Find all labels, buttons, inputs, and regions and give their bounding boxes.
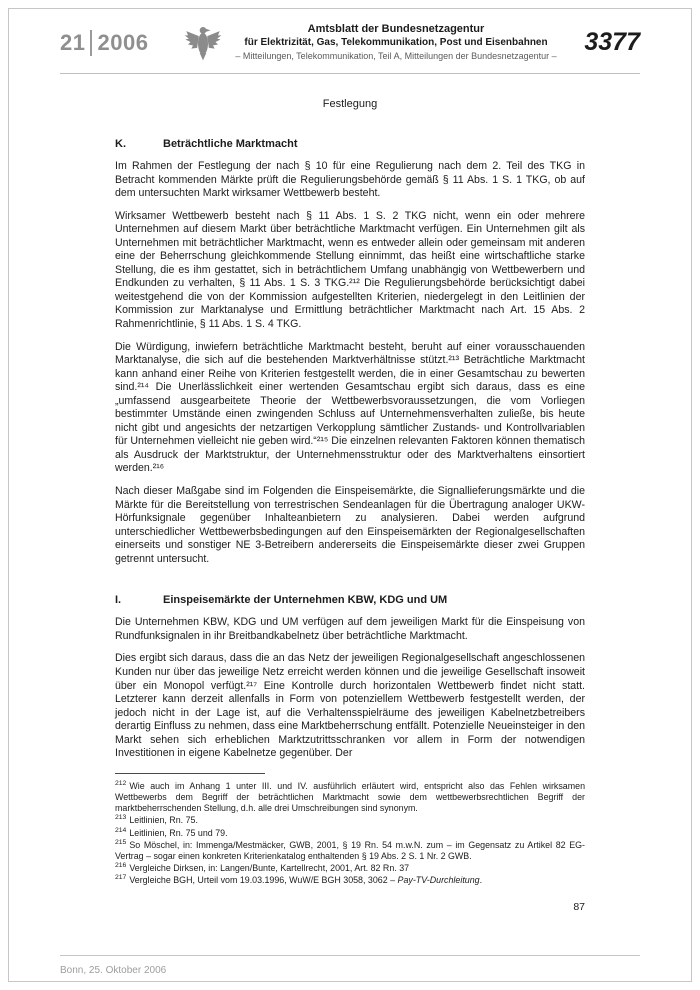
footnote-number: 216 (115, 862, 127, 870)
journal-subtitle: für Elektrizität, Gas, Telekommunikation, Post und Eisenbahnen (244, 37, 548, 48)
page-number: 87 (573, 900, 585, 913)
journal-title-block (235, 20, 556, 61)
section-heading-k (115, 138, 585, 150)
journal-section-line: – Mitteilungen, Telekommunikation, Teil A, Mitteilungen der Bundesnetzagentur – (235, 51, 557, 61)
journal-page-number: 3377 (584, 28, 640, 56)
section-heading-i (115, 594, 585, 606)
section-title: Einspeisemärkte der Unternehmen KBW, KDG und UM (163, 594, 448, 607)
footnote-number: 215 (115, 838, 127, 846)
footnote-text-end: . (479, 875, 483, 886)
section-label: K. (115, 138, 126, 150)
section-label: I. (115, 594, 122, 607)
document-title: Festlegung (322, 98, 378, 110)
journal-title: Amtsblatt der Bundesnetzagentur (307, 23, 485, 35)
footnote-text-italic: Pay-TV-Durchleitung (397, 875, 480, 886)
document-body (115, 98, 585, 913)
footnote-text: Vergleiche BGH, Urteil vom 19.03.1996, WuW/E BGH 3058, 3062 – (129, 875, 398, 886)
footnote-number: 214 (115, 826, 127, 834)
footnote-text: Vergleiche Dirksen, in: Langen/Bunte, Kartellrecht, 2001, Art. 82 Rn. 37 (129, 863, 410, 874)
footnote-text: Leitlinien, Rn. 75. (129, 815, 198, 826)
footnote-212 (115, 780, 585, 815)
paragraph-i1: Die Unternehmen KBW, KDG und UM verfügen auf dem jeweiligen Markt für die Einspeisung von Rundfunksignalen in ihr Breitbandkabelnetz über beträchtliche Marktmacht. (115, 616, 585, 642)
footnote-number: 213 (115, 814, 127, 822)
footnote-number: 217 (115, 874, 127, 882)
header-rule (60, 73, 640, 74)
footer-date: Bonn, 25. Oktober 2006 (60, 965, 167, 976)
header-center (170, 20, 570, 64)
paragraph-k1: Im Rahmen der Festlegung der nach § 10 für eine Regulierung nach dem 2. Teil des TKG in Betracht kommenden Märkte prüft die Regulierungsbehörde gemäß § 11 Abs. 1 S. 1 TKG, ob auf dem untersuchten Markt wirksamer Wettbewerb besteht. (115, 160, 585, 200)
issue-year: 2006 (97, 30, 149, 55)
footnote-number: 212 (115, 779, 127, 787)
page-content (60, 20, 640, 913)
federal-eagle-icon (183, 20, 223, 64)
footnotes (115, 780, 585, 887)
footnote-text: So Möschel, in: Immenga/Mestmäcker, GWB, 2001, § 19 Rn. 54 m.w.N. zum – im Gegensatz zu Artikel 82 EG-Vertrag – sogar einen konkreten Kriterienkatalog enthaltenden § 19 Abs. 2 S. 1 Nr. 2 GWB. (115, 839, 585, 861)
paragraph-i2: Dies ergibt sich daraus, dass die an das Netz der jeweiligen Regionalgesellschaft angeschlossenen Kunden nur über das jeweilige Netz erreicht werden können und die jeweilige Gesellschaft insoweit über ein Monopol verfügt.²¹⁷ Eine Kontrolle durch horizontalen Wettbewerb findet nicht statt. Letzterer kann derzeit allenfalls in Form von potenziellem Wettbewerb festgestellt werden, der jedoch nicht in der Lage ist, auf die Verhaltensspielräume des jeweiligen Kabelnetzbetreibers derartig Einfluss zu nehmen, dass eine Marktbeherrschung entfällt. Potenzielle Neueinsteiger in den Markt sehen sich erheblichen Marktzutrittsschranken vor allem in Form der notwendigen Investitionen in eigene Kabelnetze gegenüber. Der (115, 652, 585, 760)
footnote-213 (115, 814, 585, 826)
issue-number (60, 30, 170, 56)
paragraph-k4: Nach dieser Maßgabe sind im Folgenden die Einspeisemärkte, die Signallieferungsmärkte und die Märkte für die Bereitstellung von terrestrischen Sendeanlagen für die Übertragung analoger UKW-Hörfunksignale gegenüber Inhalteanbietern zu analysieren. Dabei werden aufgrund unterschiedlicher Wettbewerbsbedingungen auf den Einspeisemärkten der Regionalgesellschaften einerseits und sonstiger NE 3-Betreibern andererseits die Einspeisemärkte dieser zwei Gruppen getrennt untersucht. (115, 485, 585, 565)
footer-rule (60, 955, 640, 956)
footnote-214 (115, 827, 585, 839)
issue-no: 21 (60, 30, 86, 55)
footnote-text: Wie auch im Anhang 1 unter III. und IV. ausführlich erläutert wird, entspricht also das Fehlen wirksamen Wettbewerbs dem Begriff der beträchtlichen Marktmacht sowie dem wettbewerbsrechtlichen Begriff der marktbeherrschenden Stellung, d.h. alle drei Umschreibungen sind synonym. (115, 780, 585, 814)
section-title: Beträchtliche Marktmacht (163, 138, 298, 150)
paragraph-k3: Die Würdigung, inwiefern beträchtliche Marktmacht besteht, beruht auf einer vorausschauenden Marktanalyse, die sich auf die bestehenden Marktverhältnisse stützt.²¹³ Beträchtliche Marktmacht kann anhand einer Reihe von Kriterien festgestellt werden, die in einer Gesamtschau zu bewerten sind.²¹⁴ Die Unerlässlichkeit einer wertenden Gesamtschau ergibt sich daraus, dass es eine „umfassend ausgearbeitete Theorie der Wettbewerbsvoraussetzungen, die vom Vorliegen bestimmter Umstände einen zwingenden Schluss auf Unternehmensverhalten zuließe, bis heute nicht gibt und angesichts der netzartigen Verkopplung sämtlicher Zustands- und Kontrollvariablen für Unternehmen vielleicht nie geben wird.“²¹⁵ Die einzelnen relevanten Faktoren können thematisch als Ausdruck der Marktstruktur, der Unternehmensstruktur oder des Marktverhaltens einsortiert werden.²¹⁶ (115, 340, 585, 475)
footnote-215 (115, 839, 585, 862)
paragraph-k2: Wirksamer Wettbewerb besteht nach § 11 Abs. 1 S. 2 TKG nicht, wenn ein oder mehrere Unternehmen auf diesem Markt über beträchtliche Marktmacht verfügen. Ein Unternehmen gilt als Unternehmen mit beträchtlicher Marktmacht, wenn es entweder allein oder gemeinsam mit anderen eine der Beherrschung gleichkommende Stellung einnimmt, das heißt eine wirtschaftliche starke Stellung, die es ihm gestattet, sich in beträchtlichem Umfang unabhängig von Wettbewerbern und Endkunden zu verhalten, § 11 Abs. 1 S. 3 TKG.²¹² Die Regulierungsbehörde berücksichtigt dabei weitestgehend die von der Kommission aufgestellten Kriterien, niedergelegt in den Leitlinien der Kommission zur Marktanalyse und Ermittlung beträchtlicher Marktmacht nach Art. 15 Abs. 2 Rahmenrichtlinie, § 11 Abs. 1 S. 4 TKG. (115, 209, 585, 331)
issue-divider (90, 30, 92, 56)
footnote-217 (115, 874, 585, 886)
footnote-text: Leitlinien, Rn. 75 und 79. (129, 827, 228, 838)
footnote-216 (115, 862, 585, 874)
journal-header (60, 20, 640, 64)
footnote-separator (115, 773, 265, 774)
